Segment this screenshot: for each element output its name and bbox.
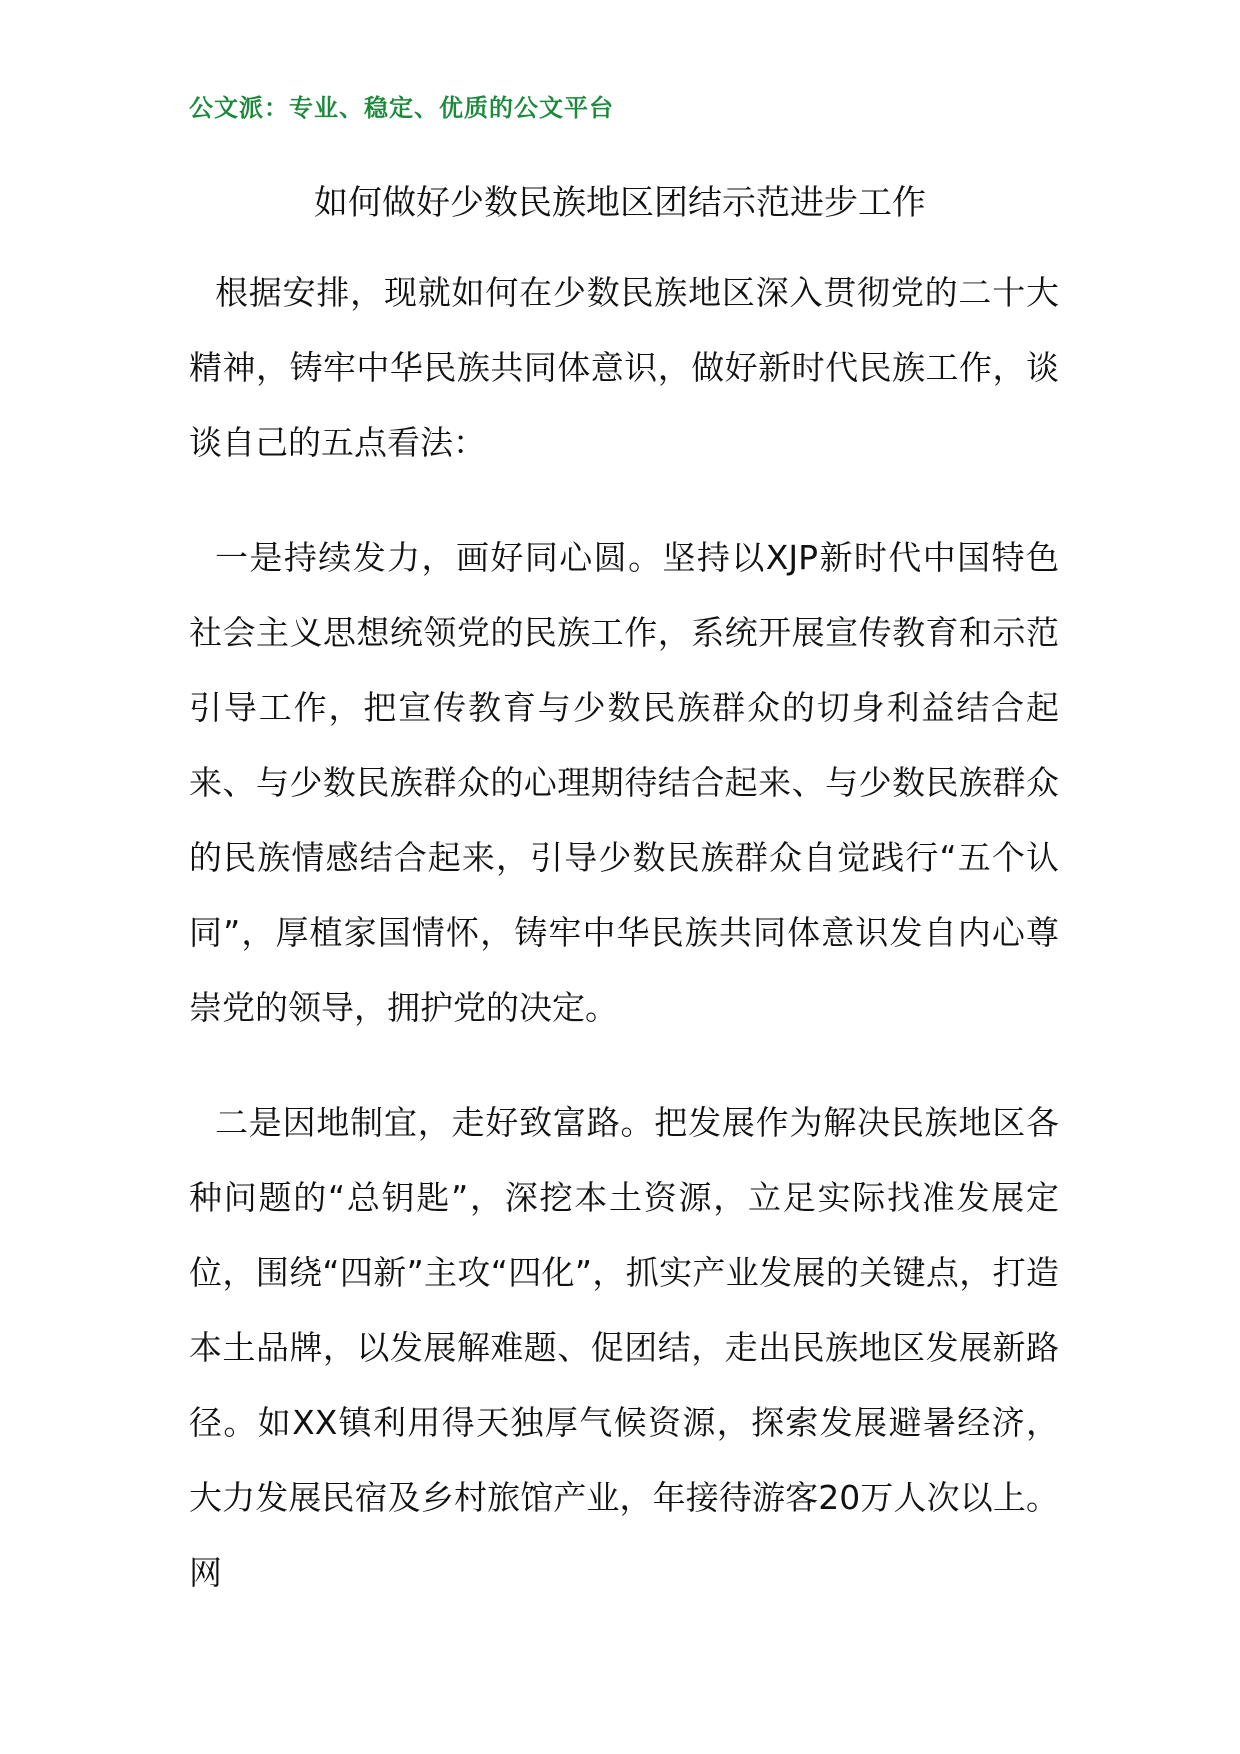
document-body: [189, 255, 1059, 1650]
paragraph-intro: 根据安排，现就如何在少数民族地区深入贯彻党的二十大精神，铸牢中华民族共同体意识，做好新时代民族工作，谈谈自己的五点看法：: [189, 273, 1059, 462]
paragraph-point-one: 一是持续发力，画好同心圆。坚持以XJP新时代中国特色社会主义思想统领党的民族工作，系统开展宣传教育和示范引导工作，把宣传教育与少数民族群众的切身利益结合起来、与少数民族群众的心理期待结合起来、与少数民族群众的民族情感结合起来，引导少数民族群众自觉践行“五个认同”，厚植家国情怀，铸牢中华民族共同体意识发自内心尊崇党的领导，拥护党的决定。: [189, 538, 1059, 1027]
paragraph-point-two: 二是因地制宜，走好致富路。把发展作为解决民族地区各种问题的“总钥匙”，深挖本土资源，立足实际找准发展定位，围绕“四新”主攻“四化”，抓实产业发展的关键点，打造本土品牌，以发展解难题、促团结，走出民族地区发展新路径。如XX镇利用得天独厚气候资源，探索发展避暑经济，大力发展民宿及乡村旅馆产业，年接待游客20万人次以上。网: [189, 1103, 1059, 1592]
site-banner: 公文派：专业、稳定、优质的公文平台: [189, 94, 614, 122]
document-title: 如何做好少数民族地区团结示范进步工作: [314, 183, 926, 223]
